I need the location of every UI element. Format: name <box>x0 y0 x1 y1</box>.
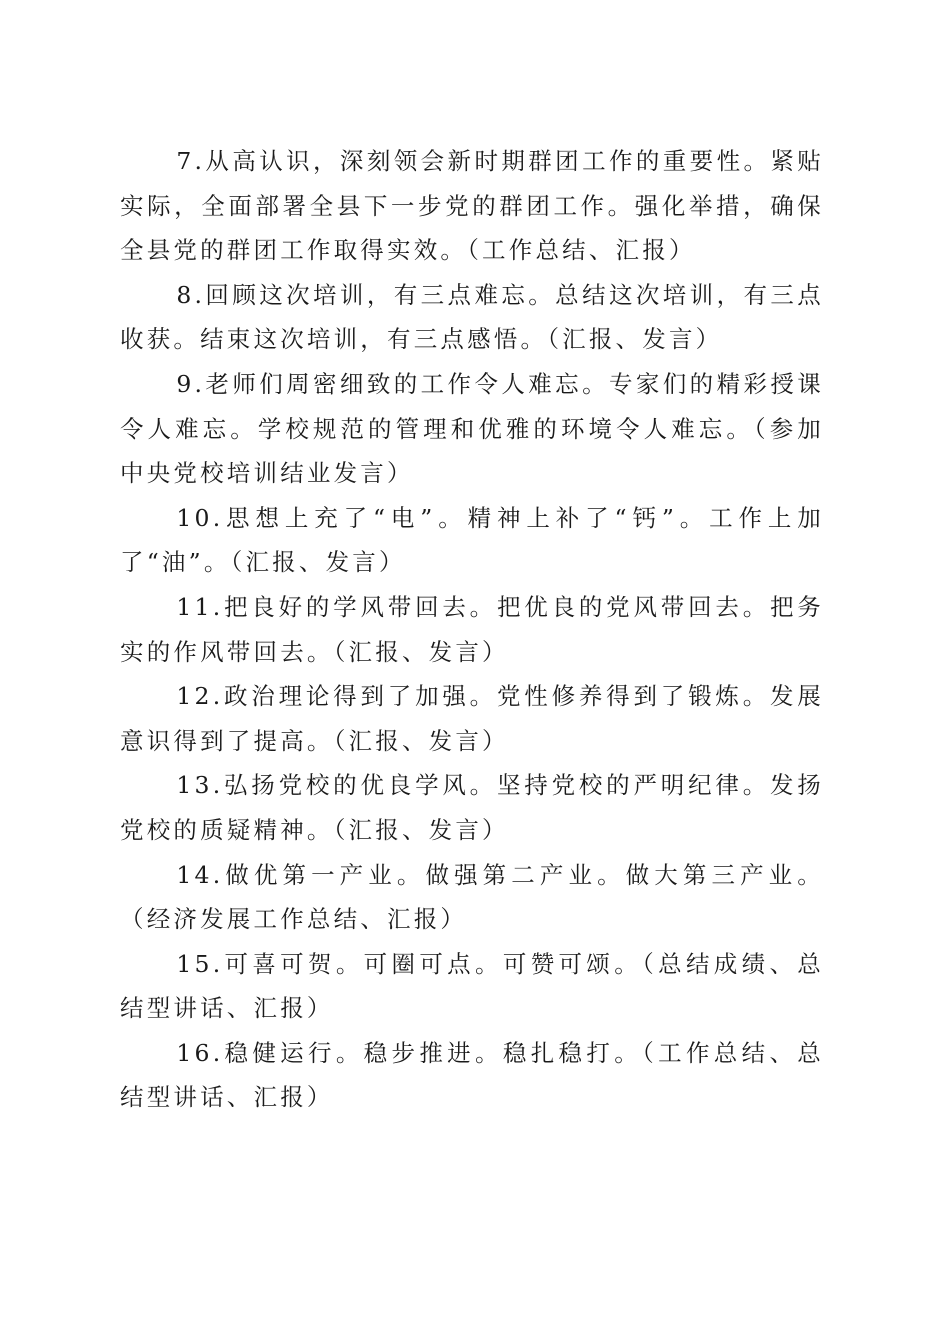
paragraph-15: 15.可喜可贺。可圈可点。可赞可颂。（总结成绩、总结型讲话、汇报） <box>120 949 824 1023</box>
paragraph-12: 12.政治理论得到了加强。党性修养得到了锻炼。发展意识得到了提高。（汇报、发言） <box>120 682 824 755</box>
paragraph-7: 7.从高认识，深刻领会新时期群团工作的重要性。紧贴实际，全面部署全县下一步党的群团工作。强化举措，确保全县党的群团工作取得实效。（工作总结、汇报） <box>120 147 824 265</box>
paragraph-11: 11.把良好的学风带回去。把优良的党风带回去。把务实的作风带回去。（汇报、发言） <box>120 592 824 666</box>
document-body <box>120 139 824 1120</box>
paragraph-16: 16.稳健运行。稳步推进。稳扎稳打。（工作总结、总结型讲话、汇报） <box>120 1038 824 1112</box>
paragraph-8: 8.回顾这次培训，有三点难忘。总结这次培训，有三点收获。结束这次培训，有三点感悟。（汇报、发言） <box>120 280 824 354</box>
paragraph-14: 14.做优第一产业。做强第二产业。做大第三产业。（经济发展工作总结、汇报） <box>120 860 824 934</box>
paragraph-13: 13.弘扬党校的优良学风。坚持党校的严明纪律。发扬党校的质疑精神。（汇报、发言） <box>120 771 824 844</box>
paragraph-9: 9.老师们周密细致的工作令人难忘。专家们的精彩授课令人难忘。学校规范的管理和优雅的环境令人难忘。（参加中央党校培训结业发言） <box>120 369 824 488</box>
paragraph-10: 10.思想上充了“电”。精神上补了“钙”。工作上加了“油”。（汇报、发言） <box>120 503 824 577</box>
